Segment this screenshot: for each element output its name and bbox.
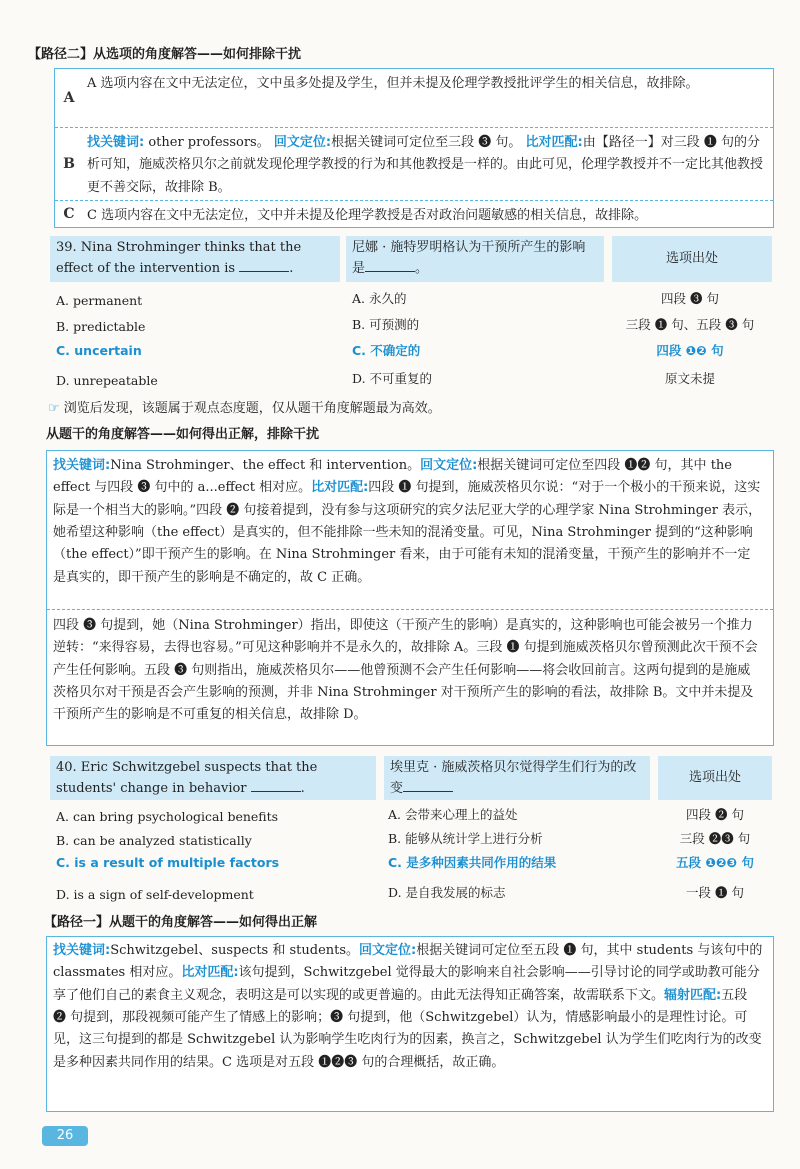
- q39-analysis-part1: [53, 455, 763, 589]
- q40-stem-zh-text: 埃里克 · 施威茨格贝尔觉得学生们行为的改变: [390, 760, 637, 796]
- q40-option-b-en: B. can be analyzed statistically: [56, 833, 252, 848]
- q39-option-a-en: A. permanent: [56, 293, 143, 308]
- pointing-hand-icon: ☞: [48, 401, 60, 416]
- match-label: 比对匹配:: [181, 965, 239, 981]
- match-label: 比对匹配:: [525, 135, 583, 150]
- keyword-text: Schwitzgebel、suspects 和 students。: [110, 943, 360, 958]
- q39-tip: [48, 398, 441, 420]
- match-text: 四段 ❶ 句提到，施威茨格贝尔说：“对于一个极小的干预来说，这实际是一个相当大的影响。”四段 ❷ 句接着提到，没有参与这项研究的宾夕法尼亚大学的心理学家 Nina Strohminger 表示，她希望这种影响（the effect）是真实的，但不能排除一些未知的混淆变量。可见，Nina Strohminger 提到的“这种影响（the effect）”即干预产生的影响。在 Nina Strohminger 看来，由于可能有未知的混淆变量，干预产生的影响并不一定是真实的，即干预产生的影响是不确定的，故 C 正确。: [53, 480, 762, 585]
- q39-analysis-part2: 四段 ❸ 句提到，她（Nina Strohminger）指出，即使这（干预产生的影响）是真实的，这种影响也可能会被另一个推力逆转：“来得容易，去得也容易。”可见这种影响并不是永久的，故排除 A。三段 ❶ 句提到施威茨格贝尔曾预测此次干预不会产生任何影响。五段 ❸ 句则指出，施威茨格贝尔——他曾预测不会产生任何影响——将会收回前言。这两句提到的是施威茨格贝尔对干预是否会产生影响的预测，并非 Nina Strohminger 对干预所产生的影响的看法，故排除 B。文中并未提及干预所产生的影响是不可重复的相关信息，故排除 D。: [53, 618, 758, 723]
- q39-option-d-zh: D. 不可重复的: [352, 371, 433, 386]
- q39-option-c-en: C. uncertain: [56, 343, 142, 358]
- locate-text: 根据关键词可定位至五段 ❶ 句，其中 students 与该句中的 classmates 相对应。: [53, 943, 763, 981]
- q39-option-d-src: 原文未提: [664, 371, 715, 386]
- q39-option-c-zh: C. 不确定的: [352, 343, 421, 358]
- q40-stem-en-text: 40. Eric Schwitzgebel suspects that the students' change in behavior: [56, 760, 318, 796]
- q39-stem-zh-text: 尼娜 · 施特罗明格认为干预所产生的影响是: [352, 240, 586, 276]
- q39-option-b-en: B. predictable: [56, 319, 146, 334]
- option-b-row: [55, 128, 773, 200]
- q40-path1-heading: 【路径一】从题干的角度解答——如何得出正解: [44, 915, 318, 930]
- locate-text: 根据关键词可定位至三段 ❸ 句。: [331, 135, 522, 150]
- q40-source-header: 选项出处: [658, 756, 772, 800]
- blank-line: [365, 260, 415, 272]
- option-a-row: [55, 69, 773, 127]
- locate-label: 回文定位:: [359, 943, 417, 958]
- q40-option-b-src: 三段 ❷❸ 句: [679, 831, 751, 846]
- blank-line: [239, 260, 289, 272]
- q40-option-c-src: 五段 ❶❷❸ 句: [676, 855, 754, 870]
- q39-stem-en: 39. Nina Strohminger thinks that the effect of the intervention is .: [50, 236, 340, 282]
- row-label-c: C: [63, 205, 75, 222]
- match-text: 由【路径一】对三段 ❶ 句的分析可知，施威茨格贝尔之前就发现伦理学教授的行为和其他教授是一样的。由此可见，伦理学教授并不一定比其他教授更不善交际，故排除 B。: [87, 135, 764, 195]
- row-label-b: B: [63, 155, 75, 172]
- q40-option-b-zh: B. 能够从统计学上进行分析: [388, 831, 543, 846]
- q39-stem-zh: 尼娜 · 施特罗明格认为干预所产生的影响是 。: [346, 236, 604, 282]
- q39-option-b-zh: B. 可预测的: [352, 317, 420, 332]
- q39-option-d-en: D. unrepeatable: [56, 373, 158, 388]
- q40-option-c-en: C. is a result of multiple factors: [56, 855, 280, 870]
- path2-heading: 【路径二】从选项的角度解答——如何排除干扰: [28, 47, 302, 62]
- blank-line: [251, 780, 301, 792]
- q40-option-a-zh: A. 会带来心理上的益处: [388, 807, 518, 822]
- page-number: 26: [42, 1126, 88, 1146]
- q40-stem-zh: [384, 756, 650, 800]
- q40-option-d-en: D. is a sign of self-development: [56, 887, 254, 902]
- option-c-text: C 选项内容在文中无法定位，文中并未提及伦理学教授是否对政治问题敏感的相关信息，故排除。: [87, 208, 648, 223]
- match-text: 该句提到，Schwitzgebel 觉得最大的影响来自社会影响——引导讨论的同学或助教可能分享了他们自己的素食主义观念，表明这是可以实现的或更普遍的。由此无法得知正确答案，故需联系下文。: [53, 965, 760, 1003]
- row-label-a: A: [63, 89, 75, 106]
- q39-analysis-box: [46, 450, 774, 746]
- keyword-label: 找关键词:: [53, 943, 111, 958]
- keyword-text: other professors。: [144, 135, 270, 150]
- q39-stem-heading: 从题干的角度解答——如何得出正解，排除干扰: [46, 427, 320, 442]
- keyword-text: Nina Strohminger、the effect 和 intervention。: [110, 458, 421, 473]
- radiate-match-text: 五段 ❷ 句提到，那段视频可能产生了情感上的影响；❸ 句提到，他（Schwitzgebel）认为，情感影响最小的是理性讨论。可见，这三句提到的都是 Schwitzgebel 认为影响学生吃肉行为的因素，换言之，Schwitzgebel 认为学生们吃肉行为的改变是多种因素共同作用的结果。C 选项是对五段 ❶❷❸ 句的合理概括，故正确。: [53, 987, 762, 1070]
- q39-option-a-src: 四段 ❸ 句: [661, 291, 719, 306]
- keyword-label: 找关键词:: [87, 135, 145, 150]
- q39-option-b-src: 三段 ❶ 句、五段 ❸ 句: [625, 317, 755, 332]
- locate-label: 回文定位:: [273, 135, 332, 150]
- q39-tip-text: 浏览后发现，该题属于观点态度题，仅从题干角度解题最为高效。: [63, 401, 441, 416]
- keyword-label: 找关键词:: [53, 458, 111, 473]
- q40-option-a-en: A. can bring psychological benefits: [56, 809, 279, 824]
- option-a-text: A 选项内容在文中无法定位，文中虽多处提及学生，但并未提及伦理学教授批评学生的相关信息，故排除。: [87, 76, 699, 91]
- q40-option-c-zh: C. 是多种因素共同作用的结果: [388, 855, 557, 870]
- q40-option-d-src: 一段 ❶ 句: [686, 885, 744, 900]
- q40-stem-en: 40. Eric Schwitzgebel suspects that the students' change in behavior .: [50, 756, 376, 800]
- q39-stem-en-text: 39. Nina Strohminger thinks that the effect of the intervention is: [56, 240, 302, 276]
- option-c-row: [55, 201, 773, 227]
- path2-box: [54, 68, 774, 228]
- q40-option-a-src: 四段 ❷ 句: [686, 807, 744, 822]
- locate-text: 根据关键词可定位至四段 ❶❷ 句，其中 the effect 与四段 ❸ 句中的 a...effect 相对应。: [53, 458, 732, 496]
- blank-line: [403, 780, 453, 792]
- q40-analysis-text: [53, 940, 763, 1074]
- q39-option-c-src: 四段 ❶❷ 句: [656, 343, 724, 358]
- q40-analysis-box: [46, 936, 774, 1112]
- option-b-text: [83, 128, 773, 200]
- match-label: 比对匹配:: [311, 480, 369, 496]
- radiate-match-label: 辐射匹配:: [664, 987, 722, 1003]
- q39-source-header: 选项出处: [612, 236, 772, 282]
- q39-option-a-zh: A. 永久的: [352, 291, 407, 306]
- q40-option-d-zh: D. 是自我发展的标志: [388, 885, 506, 900]
- locate-label: 回文定位:: [420, 458, 478, 473]
